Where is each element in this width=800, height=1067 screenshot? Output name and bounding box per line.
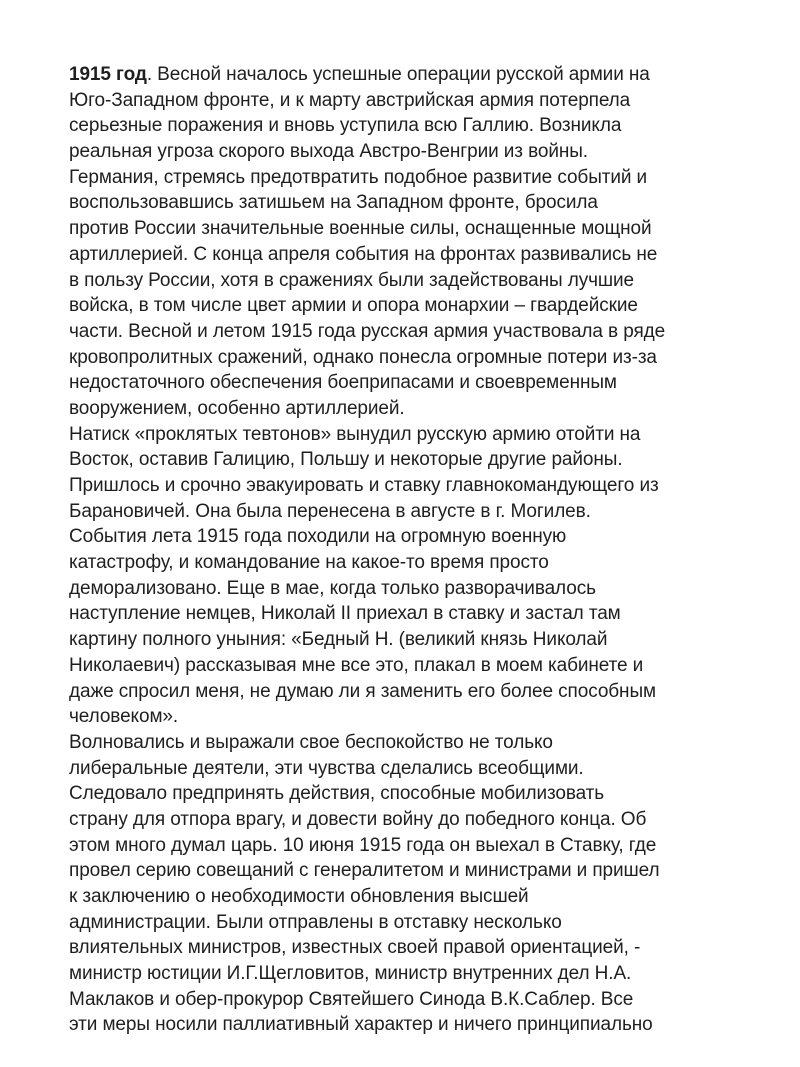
text-line: министр юстиции И.Г.Щегловитов, министр внутренних дел Н.А. — [69, 963, 632, 985]
text-line: вооружением, особенно артиллерией. — [69, 397, 405, 419]
text-line: События лета 1915 года походили на огромную военную — [69, 526, 567, 548]
text-line: этом много думал царь. 10 июня 1915 года он выехал в Ставку, где — [69, 834, 657, 856]
text-line: даже спросил меня, не думаю ли я заменить его более способным — [69, 680, 656, 702]
text-line: воспользовавшись затишьем на Западном фронте, бросила — [69, 192, 598, 214]
text-line: серьезные поражения и вновь уступила всю Галлию. Возникла — [69, 115, 622, 137]
text-line: против России значительные военные силы, оснащенные мощной — [69, 218, 652, 240]
text-line: картину полного уныния: «Бедный Н. (великий князь Николай — [69, 629, 608, 651]
text-line: Волновались и выражали свое беспокойство не только — [69, 731, 553, 753]
text-line: влиятельных министров, известных своей правой ориентацией, - — [69, 937, 641, 959]
body-text — [69, 62, 739, 1038]
text-line: Следовало предпринять действия, способные мобилизовать — [69, 783, 605, 805]
text-line: части. Весной и летом 1915 года русская армия участвовала в ряде — [69, 320, 666, 342]
text-line: деморализовано. Еще в мае, когда только разворачивалось — [69, 577, 596, 599]
text-line: Пришлось и срочно эвакуировать и ставку главнокомандующего из — [69, 475, 659, 496]
text-line: Маклаков и обер-прокурор Святейшего Синода В.К.Саблер. Все — [69, 988, 634, 1010]
year-heading: 1915 год — [69, 64, 147, 85]
text-line: Германия, стремясь предотвратить подобное развитие событий и — [69, 166, 648, 188]
text-line: либеральные деятели, эти чувства сделались всеобщими. — [69, 757, 584, 779]
text-line: недостаточного обеспечения боеприпасами и своевременным — [69, 372, 617, 394]
text-line: войска, в том числе цвет армии и опора монархии – гвардейские — [69, 295, 638, 317]
text-line: страну для отпора врагу, и довести войну до победного конца. Об — [69, 808, 647, 830]
text-line: Восток, оставив Галицию, Польшу и некоторые другие районы. — [69, 449, 623, 471]
text-line: эти меры носили паллиативный характер и ничего принципиально — [69, 1014, 653, 1036]
first-line-text: . Весной началось успешные операции русской армии на — [146, 64, 650, 85]
text-line-1 — [69, 62, 739, 88]
text-line: реальная угроза скорого выхода Австро-Венгрии из войны. — [69, 141, 588, 163]
text-line: Юго-Западном фронте, и к марту австрийская армия потерпела — [69, 89, 631, 111]
text-line: кровопролитных сражений, однако понесла огромные потери из-за — [69, 346, 657, 368]
text-line: человеком». — [69, 706, 179, 728]
text-line: в пользу России, хотя в сражениях были задействованы лучшие — [69, 269, 635, 291]
text-line: администрации. Были отправлены в отставку несколько — [69, 911, 562, 933]
text-line: артиллерией. С конца апреля события на фронтах развивались не — [69, 243, 658, 265]
text-line: Барановичей. Она была перенесена в августе в г. Могилев. — [69, 500, 591, 522]
text-line: Николаевич) рассказывая мне все это, плакал в моем кабинете и — [69, 654, 644, 676]
text-line: катастрофу, и командование на какое-то время просто — [69, 552, 549, 574]
text-line: наступление немцев, Николай II приехал в ставку и застал там — [69, 603, 621, 625]
text-line: к заключению о необходимости обновления высшей — [69, 886, 529, 907]
text-line: Натиск «проклятых тевтонов» вынудил русскую армию отойти на — [69, 423, 641, 445]
text-line: провел серию совещаний с генералитетом и министрами и пришел — [69, 860, 660, 882]
